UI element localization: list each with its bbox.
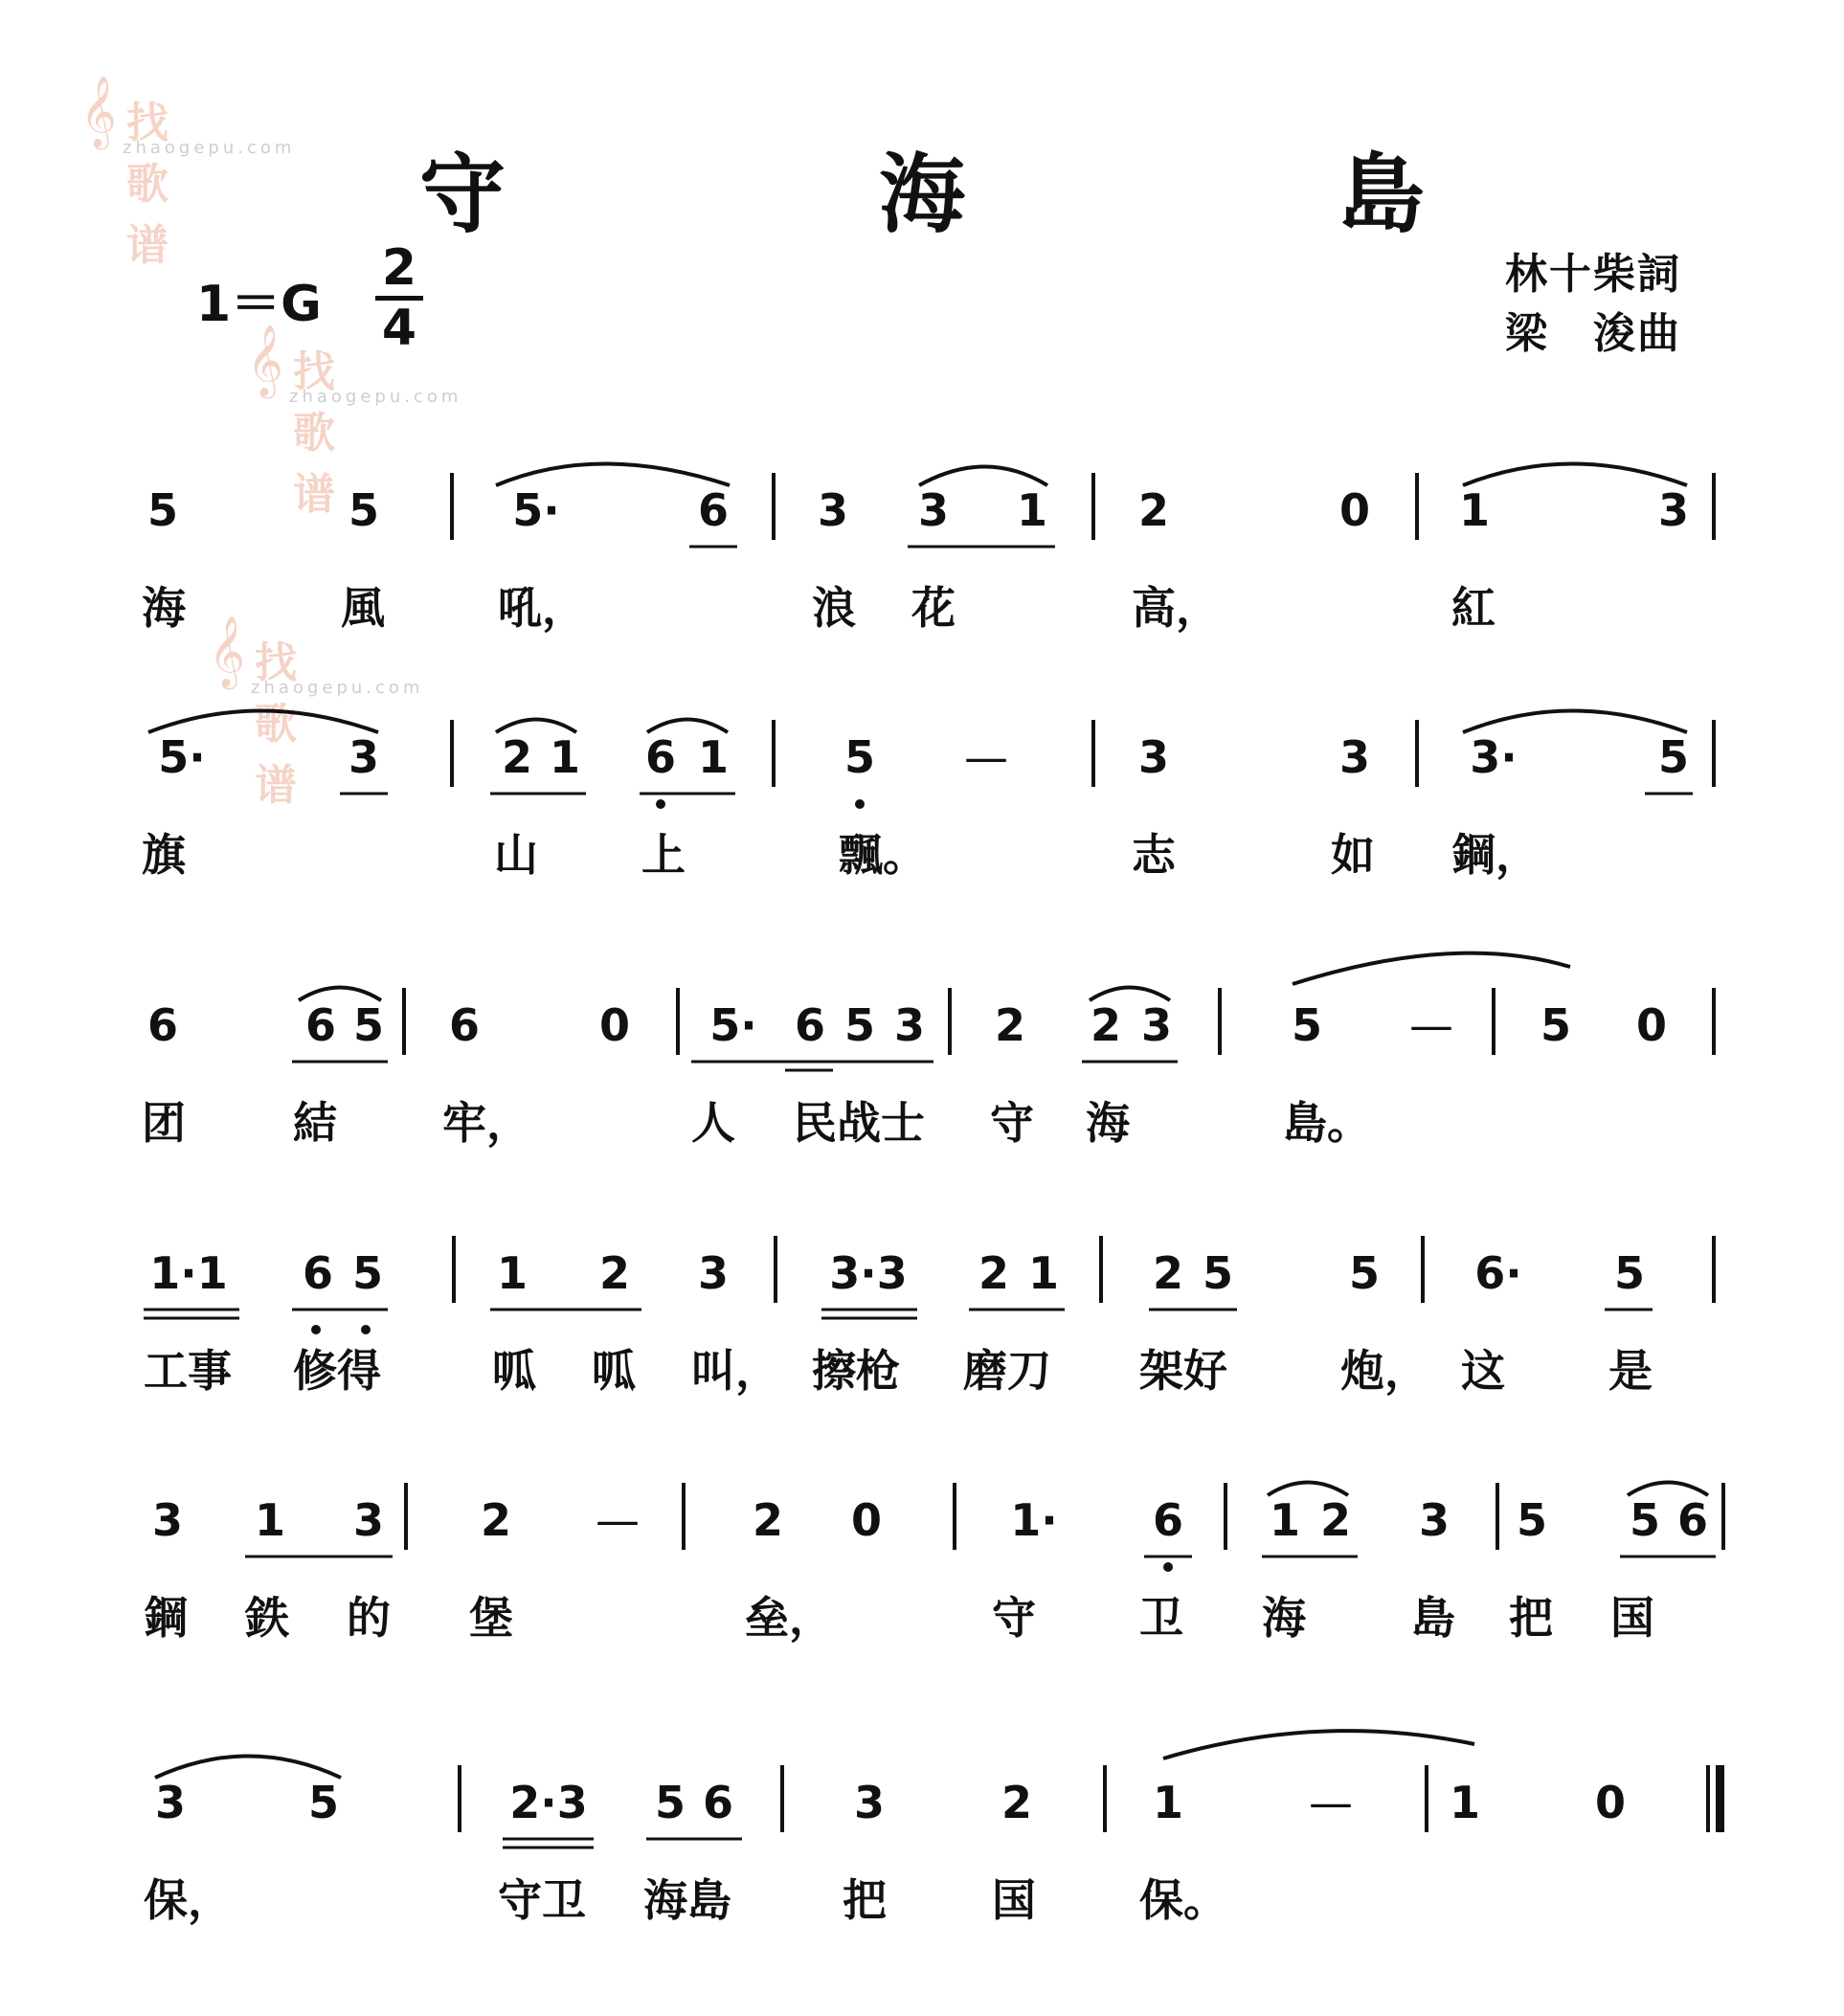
note: 6 bbox=[302, 1247, 333, 1299]
lyric: 牢， bbox=[442, 1097, 530, 1149]
barline bbox=[404, 1483, 408, 1550]
note: 6 bbox=[644, 731, 676, 783]
system-6 bbox=[0, 1723, 1844, 1972]
barline bbox=[1103, 1765, 1107, 1832]
note: 6 bbox=[1152, 1494, 1183, 1546]
treble-clef-icon: 𝄞 bbox=[247, 325, 283, 396]
note: 2 bbox=[480, 1494, 511, 1546]
lyric: 磨刀 bbox=[963, 1345, 1051, 1397]
time-bottom: 4 bbox=[381, 300, 417, 357]
note: 0 bbox=[1635, 999, 1667, 1051]
note: 1 bbox=[254, 1494, 285, 1546]
lyric: 鋼 bbox=[144, 1592, 188, 1644]
barline bbox=[1218, 988, 1222, 1055]
lyric: 守卫 bbox=[498, 1874, 586, 1926]
note: 3 bbox=[154, 1777, 186, 1828]
note: 5 bbox=[348, 484, 379, 536]
lyric: 卫 bbox=[1139, 1592, 1183, 1644]
system-5-marks bbox=[0, 1441, 1844, 1690]
song-title: 守 海 島 bbox=[419, 144, 1568, 245]
system-6-marks bbox=[0, 1723, 1844, 1972]
lyric: 保， bbox=[144, 1874, 232, 1926]
note: 1 bbox=[1269, 1494, 1300, 1546]
note: 3 bbox=[352, 1494, 384, 1546]
note: 3 bbox=[1418, 1494, 1450, 1546]
barline bbox=[1712, 1236, 1716, 1303]
barline bbox=[1224, 1483, 1227, 1550]
dash: — bbox=[1309, 1777, 1353, 1828]
lyric: 工事 bbox=[144, 1345, 232, 1397]
lyric: 海 bbox=[1086, 1097, 1130, 1149]
note: 2 bbox=[1319, 1494, 1351, 1546]
final-barline-thin bbox=[1706, 1765, 1710, 1832]
note: 1 bbox=[549, 731, 580, 783]
dash: — bbox=[1409, 999, 1453, 1051]
note: 0 bbox=[1338, 484, 1370, 536]
note: 0 bbox=[850, 1494, 882, 1546]
note: 5 bbox=[1540, 999, 1571, 1051]
lyric: 国 bbox=[992, 1874, 1036, 1926]
system-5 bbox=[0, 1441, 1844, 1690]
barline bbox=[458, 1765, 461, 1832]
note: 5 bbox=[843, 999, 875, 1051]
lyric: 如 bbox=[1331, 829, 1375, 881]
lyric: 島 bbox=[1411, 1592, 1455, 1644]
note: 5 bbox=[1516, 1494, 1547, 1546]
lyric: 鉄 bbox=[245, 1592, 289, 1644]
lyric: 修得 bbox=[293, 1345, 381, 1397]
barline bbox=[1495, 1483, 1499, 1550]
note: 5 bbox=[307, 1777, 339, 1828]
note: 2 bbox=[752, 1494, 783, 1546]
lyric: 海 bbox=[142, 582, 186, 634]
system-4 bbox=[0, 1194, 1844, 1443]
note: 5 bbox=[1629, 1494, 1660, 1546]
system-2 bbox=[0, 678, 1844, 927]
barline bbox=[1415, 720, 1419, 787]
barline bbox=[1721, 1483, 1725, 1550]
note: 1 bbox=[1016, 484, 1047, 536]
note: 3 bbox=[1137, 731, 1169, 783]
lyric: 海 bbox=[1262, 1592, 1306, 1644]
lyric: 浪 bbox=[812, 582, 856, 634]
note: 2 bbox=[598, 1247, 630, 1299]
note: 3·3 bbox=[829, 1247, 908, 1299]
note: 5 bbox=[146, 484, 178, 536]
dash: — bbox=[964, 731, 1008, 783]
lyric: 把 bbox=[1509, 1592, 1553, 1644]
note: 3· bbox=[1470, 731, 1518, 783]
note: 5· bbox=[709, 999, 757, 1051]
note: 2 bbox=[501, 731, 532, 783]
note: 2 bbox=[978, 1247, 1009, 1299]
lyric: 擦枪 bbox=[812, 1345, 900, 1397]
system-4-marks bbox=[0, 1194, 1844, 1443]
barline bbox=[1421, 1236, 1425, 1303]
dash: — bbox=[596, 1494, 640, 1546]
note: 3 bbox=[1657, 484, 1689, 536]
note: 2·3 bbox=[509, 1777, 588, 1828]
note: 1· bbox=[1010, 1494, 1058, 1546]
note: 5 bbox=[1291, 999, 1322, 1051]
lyric: 島。 bbox=[1283, 1097, 1371, 1149]
lyric: 的 bbox=[347, 1592, 391, 1644]
note: 3 bbox=[348, 731, 379, 783]
lyric: 垒， bbox=[745, 1592, 833, 1644]
lyric: 志 bbox=[1132, 829, 1176, 881]
lyric: 叫， bbox=[691, 1345, 779, 1397]
barline bbox=[1415, 473, 1419, 540]
lyric: 呱 bbox=[592, 1345, 636, 1397]
note: 3 bbox=[151, 1494, 183, 1546]
final-barline-thick bbox=[1716, 1765, 1724, 1832]
note: 2 bbox=[994, 999, 1025, 1051]
note: 6 bbox=[1676, 1494, 1708, 1546]
system-1 bbox=[0, 431, 1844, 680]
system-2-marks bbox=[0, 678, 1844, 927]
lyric: 高， bbox=[1132, 582, 1220, 634]
note: 5· bbox=[158, 731, 206, 783]
lyric: 風 bbox=[341, 582, 385, 634]
lyric: 是 bbox=[1608, 1345, 1653, 1397]
note: 2 bbox=[1001, 1777, 1032, 1828]
barline bbox=[774, 1236, 777, 1303]
barline bbox=[1091, 720, 1095, 787]
note: 3 bbox=[893, 999, 925, 1051]
lyric: 吼， bbox=[498, 582, 586, 634]
lyric: 旗 bbox=[142, 829, 186, 881]
note: 3 bbox=[697, 1247, 729, 1299]
note: 5 bbox=[1657, 731, 1689, 783]
lyric: 花 bbox=[911, 582, 956, 634]
note: 6· bbox=[1474, 1247, 1522, 1299]
note: 1 bbox=[1152, 1777, 1183, 1828]
barline bbox=[682, 1483, 686, 1550]
note: 3 bbox=[1338, 731, 1370, 783]
lyric: 人 bbox=[691, 1097, 735, 1149]
note: 2 bbox=[1090, 999, 1121, 1051]
lyric: 团 bbox=[142, 1097, 186, 1149]
lyric: 飄。 bbox=[839, 829, 927, 881]
note: 3 bbox=[817, 484, 848, 536]
note: 1·1 bbox=[149, 1247, 228, 1299]
barline bbox=[1425, 1765, 1428, 1832]
note: 1 bbox=[1458, 484, 1490, 536]
note: 5 bbox=[1202, 1247, 1233, 1299]
note: 1 bbox=[1027, 1247, 1059, 1299]
lyric: 把 bbox=[843, 1874, 887, 1926]
lyric: 山 bbox=[494, 829, 538, 881]
time-signature bbox=[375, 239, 423, 357]
treble-clef-icon: 𝄞 bbox=[80, 77, 117, 147]
system-3 bbox=[0, 946, 1844, 1195]
note: 3 bbox=[1140, 999, 1172, 1051]
barline bbox=[676, 988, 680, 1055]
note: 1 bbox=[697, 731, 729, 783]
note: 3 bbox=[917, 484, 949, 536]
barline bbox=[1492, 988, 1495, 1055]
note: 0 bbox=[598, 999, 630, 1051]
barline bbox=[953, 1483, 956, 1550]
lyric: 国 bbox=[1610, 1592, 1654, 1644]
note: 6 bbox=[702, 1777, 733, 1828]
barline bbox=[1091, 473, 1095, 540]
barline bbox=[1712, 473, 1716, 540]
note: 0 bbox=[1594, 1777, 1626, 1828]
barline bbox=[772, 720, 776, 787]
note: 5 bbox=[1613, 1247, 1645, 1299]
barline bbox=[948, 988, 952, 1055]
note: 6 bbox=[146, 999, 178, 1051]
note: 2 bbox=[1137, 484, 1169, 536]
barline bbox=[1099, 1236, 1103, 1303]
note: 6 bbox=[794, 999, 825, 1051]
lyric: 呱 bbox=[492, 1345, 536, 1397]
time-top: 2 bbox=[381, 239, 417, 297]
lyric: 架好 bbox=[1139, 1345, 1227, 1397]
lyric: 堡 bbox=[469, 1592, 513, 1644]
barline bbox=[450, 473, 454, 540]
composer-credit: 梁 浚曲 bbox=[1505, 309, 1681, 358]
lyric: 炮， bbox=[1340, 1345, 1428, 1397]
note: 5 bbox=[351, 1247, 383, 1299]
barline bbox=[1712, 720, 1716, 787]
note: 6 bbox=[304, 999, 336, 1051]
treble-clef-icon: 𝄞 bbox=[209, 616, 245, 687]
lyric: 上 bbox=[641, 829, 686, 881]
sheet-page: 守 海 島 1＝G 2 4 林十柴詞 梁 浚曲 𝄞 找歌谱 zhaogepu.com 𝄞 找歌谱 zhaogepu.com 𝄞 找歌谱 zhaogepu.com 5 5 5· 6 3 3 1 2 0 1 3 海 風 吼， 浪 花 高， 紅 5· 3 2 1 6 1 5 — 3 3 3· 5 旗 山 上 飄。 志 如 鋼， 6 6 5 6 0 5· 6 5 3 2 2 3 5 — 5 0 团 結 牢， 人 民战士 守 海 島。 1·1 6 5 1 2 3 3·3 2 1 2 5 5 6· 5 工事 修得 呱 呱 叫， 擦枪 磨刀 架好 炮， 这 是 3 1 3 2 — 2 0 1· 6 1 2 3 5 5 6 鋼 鉄 的 堡 垒， 守 卫 海 島 把 国 3 5 2·3 5 6 3 2 1 — 1 0 保， 守卫 海島 把 国 保。 bbox=[0, 0, 1844, 2016]
lyric: 守 bbox=[990, 1097, 1034, 1149]
system-3-marks bbox=[0, 946, 1844, 1195]
barline bbox=[450, 720, 454, 787]
barline bbox=[402, 988, 406, 1055]
note: 5 bbox=[352, 999, 384, 1051]
note: 5· bbox=[512, 484, 560, 536]
barline bbox=[772, 473, 776, 540]
note: 5 bbox=[654, 1777, 686, 1828]
note: 3 bbox=[853, 1777, 885, 1828]
lyric: 这 bbox=[1461, 1345, 1505, 1397]
note: 6 bbox=[448, 999, 480, 1051]
lyric: 結 bbox=[293, 1097, 337, 1149]
note: 1 bbox=[1449, 1777, 1480, 1828]
lyric: 民战士 bbox=[793, 1097, 925, 1149]
lyricist-credit: 林十柴詞 bbox=[1505, 250, 1681, 299]
barline bbox=[780, 1765, 784, 1832]
note: 6 bbox=[697, 484, 729, 536]
key-signature: 1＝G bbox=[196, 276, 322, 333]
note: 2 bbox=[1152, 1247, 1183, 1299]
lyric: 鋼， bbox=[1451, 829, 1540, 881]
note: 5 bbox=[1348, 1247, 1380, 1299]
barline bbox=[452, 1236, 456, 1303]
note: 1 bbox=[496, 1247, 528, 1299]
barline bbox=[1712, 988, 1716, 1055]
system-1-marks bbox=[0, 431, 1844, 680]
lyric: 紅 bbox=[1451, 582, 1495, 634]
lyric: 海島 bbox=[643, 1874, 731, 1926]
note: 5 bbox=[843, 731, 875, 783]
lyric: 守 bbox=[992, 1592, 1036, 1644]
lyric: 保。 bbox=[1139, 1874, 1227, 1926]
